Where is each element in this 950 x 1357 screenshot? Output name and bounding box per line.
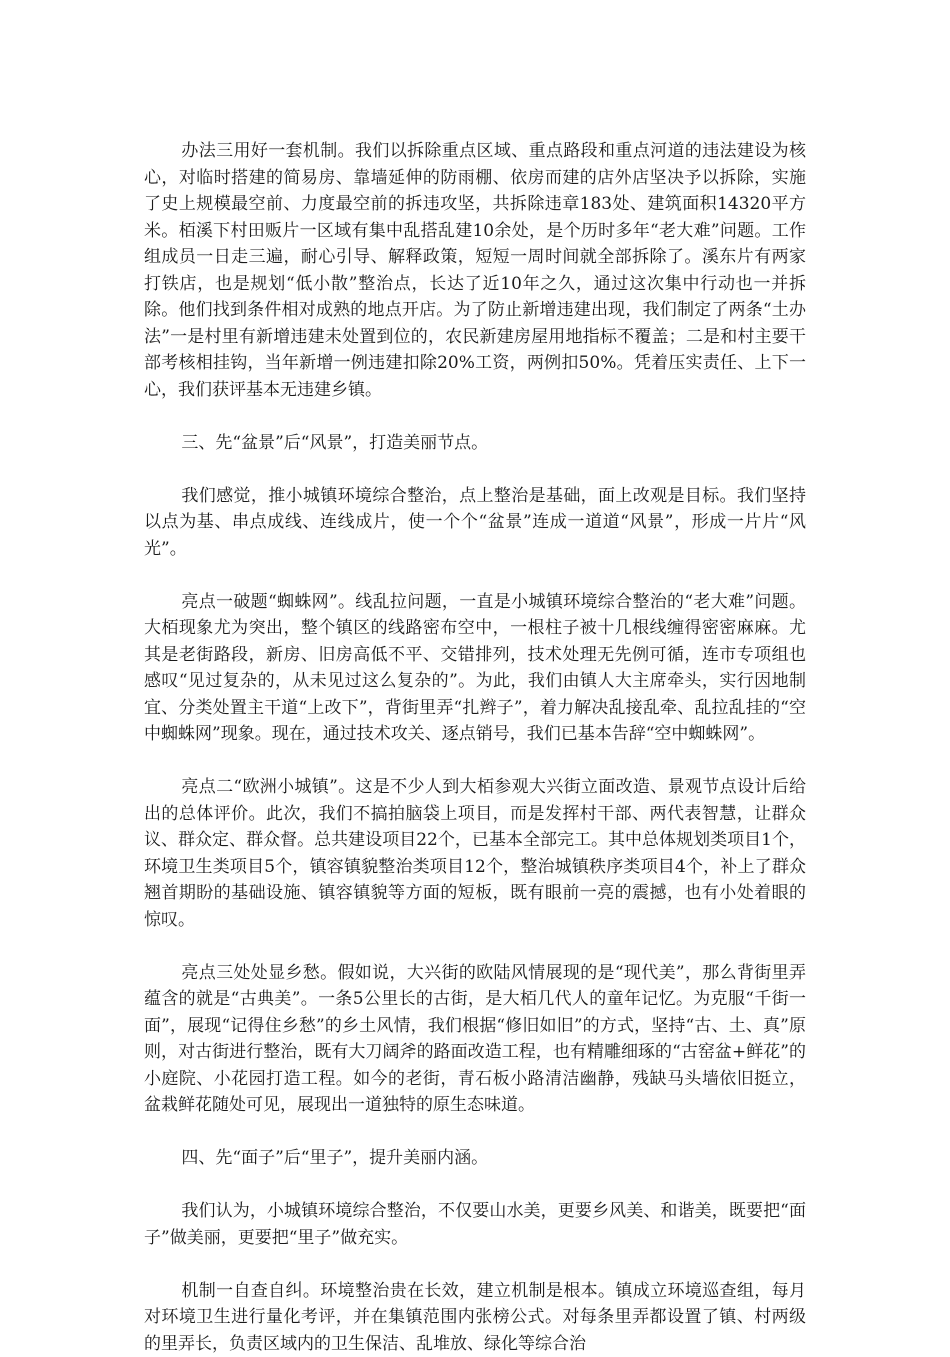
- paragraph-method-three: 办法三用好一套机制。我们以拆除重点区域、重点路段和重点河道的违法建设为核心，对临时搭建的简易房、靠墙延伸的防雨棚、依房而建的店外店坚决予以拆除，实施了史上规模最空前、力度最空前的拆违攻坚，共拆除违章183处、建筑面积14320平方米。栢溪下村田贩片一区域有集中乱搭乱建10余处，是个历时多年“老大难”问题。工作组成员一日走三遍，耐心引导、解释政策，短短一周时间就全部拆除了。溪东片有两家打铁店，也是规划“低小散”整治点，长达了近10年之久，通过这次集中行动也一并拆除。他们找到条件相对成熟的地点开店。为了防止新增违建出现，我们制定了两条“土办法”一是村里有新增违建未处置到位的，农民新建房屋用地指标不覆盖；二是和村主要干部考核相挂钩，当年新增一例违建扣除20%工资，两例扣50%。凭着压实责任、上下一心，我们获评基本无违建乡镇。: [144, 138, 806, 403]
- paragraph-mechanism-one: 机制一自查自纠。环境整治贵在长效，建立机制是根本。镇成立环境巡查组，每月对环境卫生进行量化考评，并在集镇范围内张榜公式。对每条里弄都设置了镇、村两级的里弄长，负责区域内的卫生保洁、乱堆放、绿化等综合治: [144, 1278, 806, 1357]
- paragraph-section-four-intro: 我们认为，小城镇环境综合整治，不仅要山水美，更要乡风美、和谐美，既要把“面子”做美丽，更要把“里子”做充实。: [144, 1198, 806, 1251]
- document-body: [144, 138, 806, 1357]
- paragraph-highlight-one: 亮点一破题“蜘蛛网”。线乱拉问题，一直是小城镇环境综合整治的“老大难”问题。大栢现象尤为突出，整个镇区的线路密布空中，一根柱子被十几根线缠得密密麻麻。尤其是老街路段，新房、旧房高低不平、交错排列，技术处理无先例可循，连市专项组也感叹“见过复杂的，从未见过这么复杂的”。为此，我们由镇人大主席牵头，实行因地制宜、分类处置主干道“上改下”，背街里弄“扎辫子”，着力解决乱接乱牵、乱拉乱挂的“空中蜘蛛网”现象。现在，通过技术攻关、逐点销号，我们已基本告辞“空中蜘蛛网”。: [144, 589, 806, 748]
- section-heading-four: 四、先“面子”后“里子”，提升美丽内涵。: [144, 1145, 806, 1172]
- paragraph-section-three-intro: 我们感觉，推小城镇环境综合整治，点上整治是基础，面上改观是目标。我们坚持以点为基、串点成线、连线成片，使一个个“盆景”连成一道道“风景”，形成一片片“风光”。: [144, 483, 806, 563]
- section-heading-three: 三、先“盆景”后“风景”，打造美丽节点。: [144, 430, 806, 457]
- paragraph-highlight-three: 亮点三处处显乡愁。假如说，大兴街的欧陆风情展现的是“现代美”，那么背街里弄蕴含的就是“古典美”。一条5公里长的古街，是大栢几代人的童年记忆。为克服“千街一面”，展现“记得住乡愁”的乡土风情，我们根据“修旧如旧”的方式，坚持“古、土、真”原则，对古街进行整治，既有大刀阔斧的路面改造工程，也有精雕细琢的“古窑盆+鲜花”的小庭院、小花园打造工程。如今的老街，青石板小路清洁幽静，残缺马头墙依旧挺立，盆栽鲜花随处可见，展现出一道独特的原生态味道。: [144, 960, 806, 1119]
- paragraph-highlight-two: 亮点二“欧洲小城镇”。这是不少人到大栢参观大兴街立面改造、景观节点设计后给出的总体评价。此次，我们不搞拍脑袋上项目，而是发挥村干部、两代表智慧，让群众议、群众定、群众督。总共建设项目22个，已基本全部完工。其中总体规划类项目1个，环境卫生类项目5个，镇容镇貌整治类项目12个，整治城镇秩序类项目4个，补上了群众翘首期盼的基础设施、镇容镇貌等方面的短板，既有眼前一亮的震撼，也有小处着眼的惊叹。: [144, 774, 806, 933]
